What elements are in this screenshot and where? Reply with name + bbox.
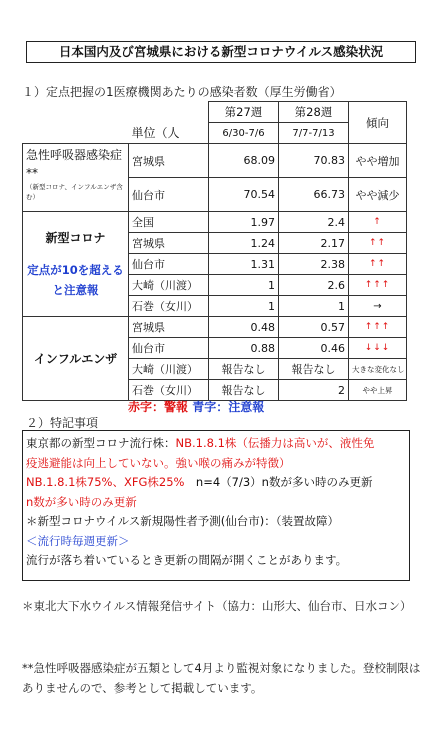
flu-category: インフルエンザ [23, 317, 129, 401]
notes-l1-black: 東京都の新型コロナ流行株： [26, 436, 176, 450]
infection-table [22, 101, 407, 401]
w27-cell: 1 [209, 275, 279, 296]
region-cell: 仙台市 [129, 338, 209, 359]
w27-cell: 報告なし [209, 380, 279, 401]
w27-cell: 0.48 [209, 317, 279, 338]
region-cell: 宮城県 [129, 233, 209, 254]
table-header-row [23, 102, 407, 123]
trend-cell: ↑ [349, 212, 407, 233]
region-cell: 石巻（女川） [129, 380, 209, 401]
region-cell: 宮城県 [129, 144, 209, 178]
notes-l7: 流行が落ち着いているとき更新の間隔が開くことがあります。 [26, 553, 348, 567]
w28-cell: 70.83 [279, 144, 349, 178]
notes-box [22, 430, 410, 581]
covid-note: 定点が10を超えると注意報 [27, 262, 124, 297]
table-row [23, 144, 407, 178]
page-title: 日本国内及び宮城県における新型コロナウイルス感染状況 [26, 41, 416, 63]
w28-cell: 2.38 [279, 254, 349, 275]
notes-l5: ＊新型コロナウイルス新規陽性者予測(仙台市)：（装置故障） [26, 514, 340, 528]
section1-heading: １）定点把握の1医療機関あたりの感染者数（厚生労働省） [22, 85, 342, 99]
table-row [23, 212, 407, 233]
notes-l2: 疫逃避能は向上していない。強い喉の痛みが特徴） [26, 455, 291, 470]
w27-cell: 1.31 [209, 254, 279, 275]
week28-header: 第28週 [279, 102, 349, 123]
trend-header: 傾向 [349, 102, 407, 144]
notes-line [26, 473, 406, 493]
trend-cell: ↑↑ [349, 233, 407, 254]
w28-cell: 1 [279, 296, 349, 317]
acute-note: （新型コロナ、インフルエンザ含む） [26, 183, 123, 201]
legend-red: 赤字：警報 [128, 400, 189, 414]
notes-l3-red: NB.1.8.1株75%、XFG株25% [26, 475, 185, 489]
region-cell: 宮城県 [129, 317, 209, 338]
trend-cell: やや増加 [349, 144, 407, 178]
notes-l4: n数が多い時のみ更新 [26, 494, 137, 509]
w28-cell: 報告なし [279, 359, 349, 380]
trend-cell: やや減少 [349, 178, 407, 212]
w27-cell: 1.97 [209, 212, 279, 233]
week28-range: 7/7-7/13 [279, 123, 349, 144]
region-cell: 石巻（女川） [129, 296, 209, 317]
unit-label: 単位（人 [131, 126, 180, 141]
footer-sewage-note: ＊東北大下水ウイルス情報発信サイト（協力：山形大、仙台市、日水コン） [22, 599, 412, 613]
trend-cell: ↓↓↓ [349, 338, 407, 359]
w27-cell: 70.54 [209, 178, 279, 212]
w28-cell: 2.6 [279, 275, 349, 296]
trend-cell: 大きな変化なし [349, 359, 407, 380]
week27-range: 6/30-7/6 [209, 123, 279, 144]
w28-cell: 66.73 [279, 178, 349, 212]
trend-cell: ↑↑↑ [349, 317, 407, 338]
w27-cell: 1.24 [209, 233, 279, 254]
notes-line [26, 434, 406, 454]
covid-category-cell [23, 212, 129, 317]
table-row [23, 317, 407, 338]
footer-acute-note: **急性呼吸器感染症が五類として4月より監視対象になりました。登校制限はありませんので、参考として掲載しています。 [22, 661, 421, 695]
week27-header: 第27週 [209, 102, 279, 123]
notes-l6-link[interactable]: ＜流行時毎週更新＞ [26, 533, 130, 548]
trend-cell: → [349, 296, 407, 317]
trend-cell: ↑↑ [349, 254, 407, 275]
legend-blue: 青字：注意報 [192, 400, 265, 414]
region-cell: 仙台市 [129, 254, 209, 275]
w27-cell: 報告なし [209, 359, 279, 380]
legend [128, 398, 264, 415]
notes-l3-black: n=4（7/3）n数が多い時のみ更新 [184, 475, 373, 489]
w27-cell: 1 [209, 296, 279, 317]
notes-l1-red: NB.1.8.1株（伝播力は高いが、液性免 [175, 436, 375, 450]
region-cell: 大崎（川渡） [129, 275, 209, 296]
acute-category-cell [23, 144, 129, 212]
w28-cell: 0.46 [279, 338, 349, 359]
w28-cell: 0.57 [279, 317, 349, 338]
section2-heading: ２）特記事項 [26, 416, 99, 430]
covid-category: 新型コロナ [45, 230, 106, 245]
region-cell: 仙台市 [129, 178, 209, 212]
region-cell: 全国 [129, 212, 209, 233]
acute-category: 急性呼吸器感染症** [26, 148, 123, 180]
w28-cell: 2.4 [279, 212, 349, 233]
trend-cell: やや上昇 [349, 380, 407, 401]
w28-cell: 2.17 [279, 233, 349, 254]
w27-cell: 0.88 [209, 338, 279, 359]
w28-cell: 2 [279, 380, 349, 401]
w27-cell: 68.09 [209, 144, 279, 178]
trend-cell: ↑↑↑ [349, 275, 407, 296]
region-cell: 大崎（川渡） [129, 359, 209, 380]
